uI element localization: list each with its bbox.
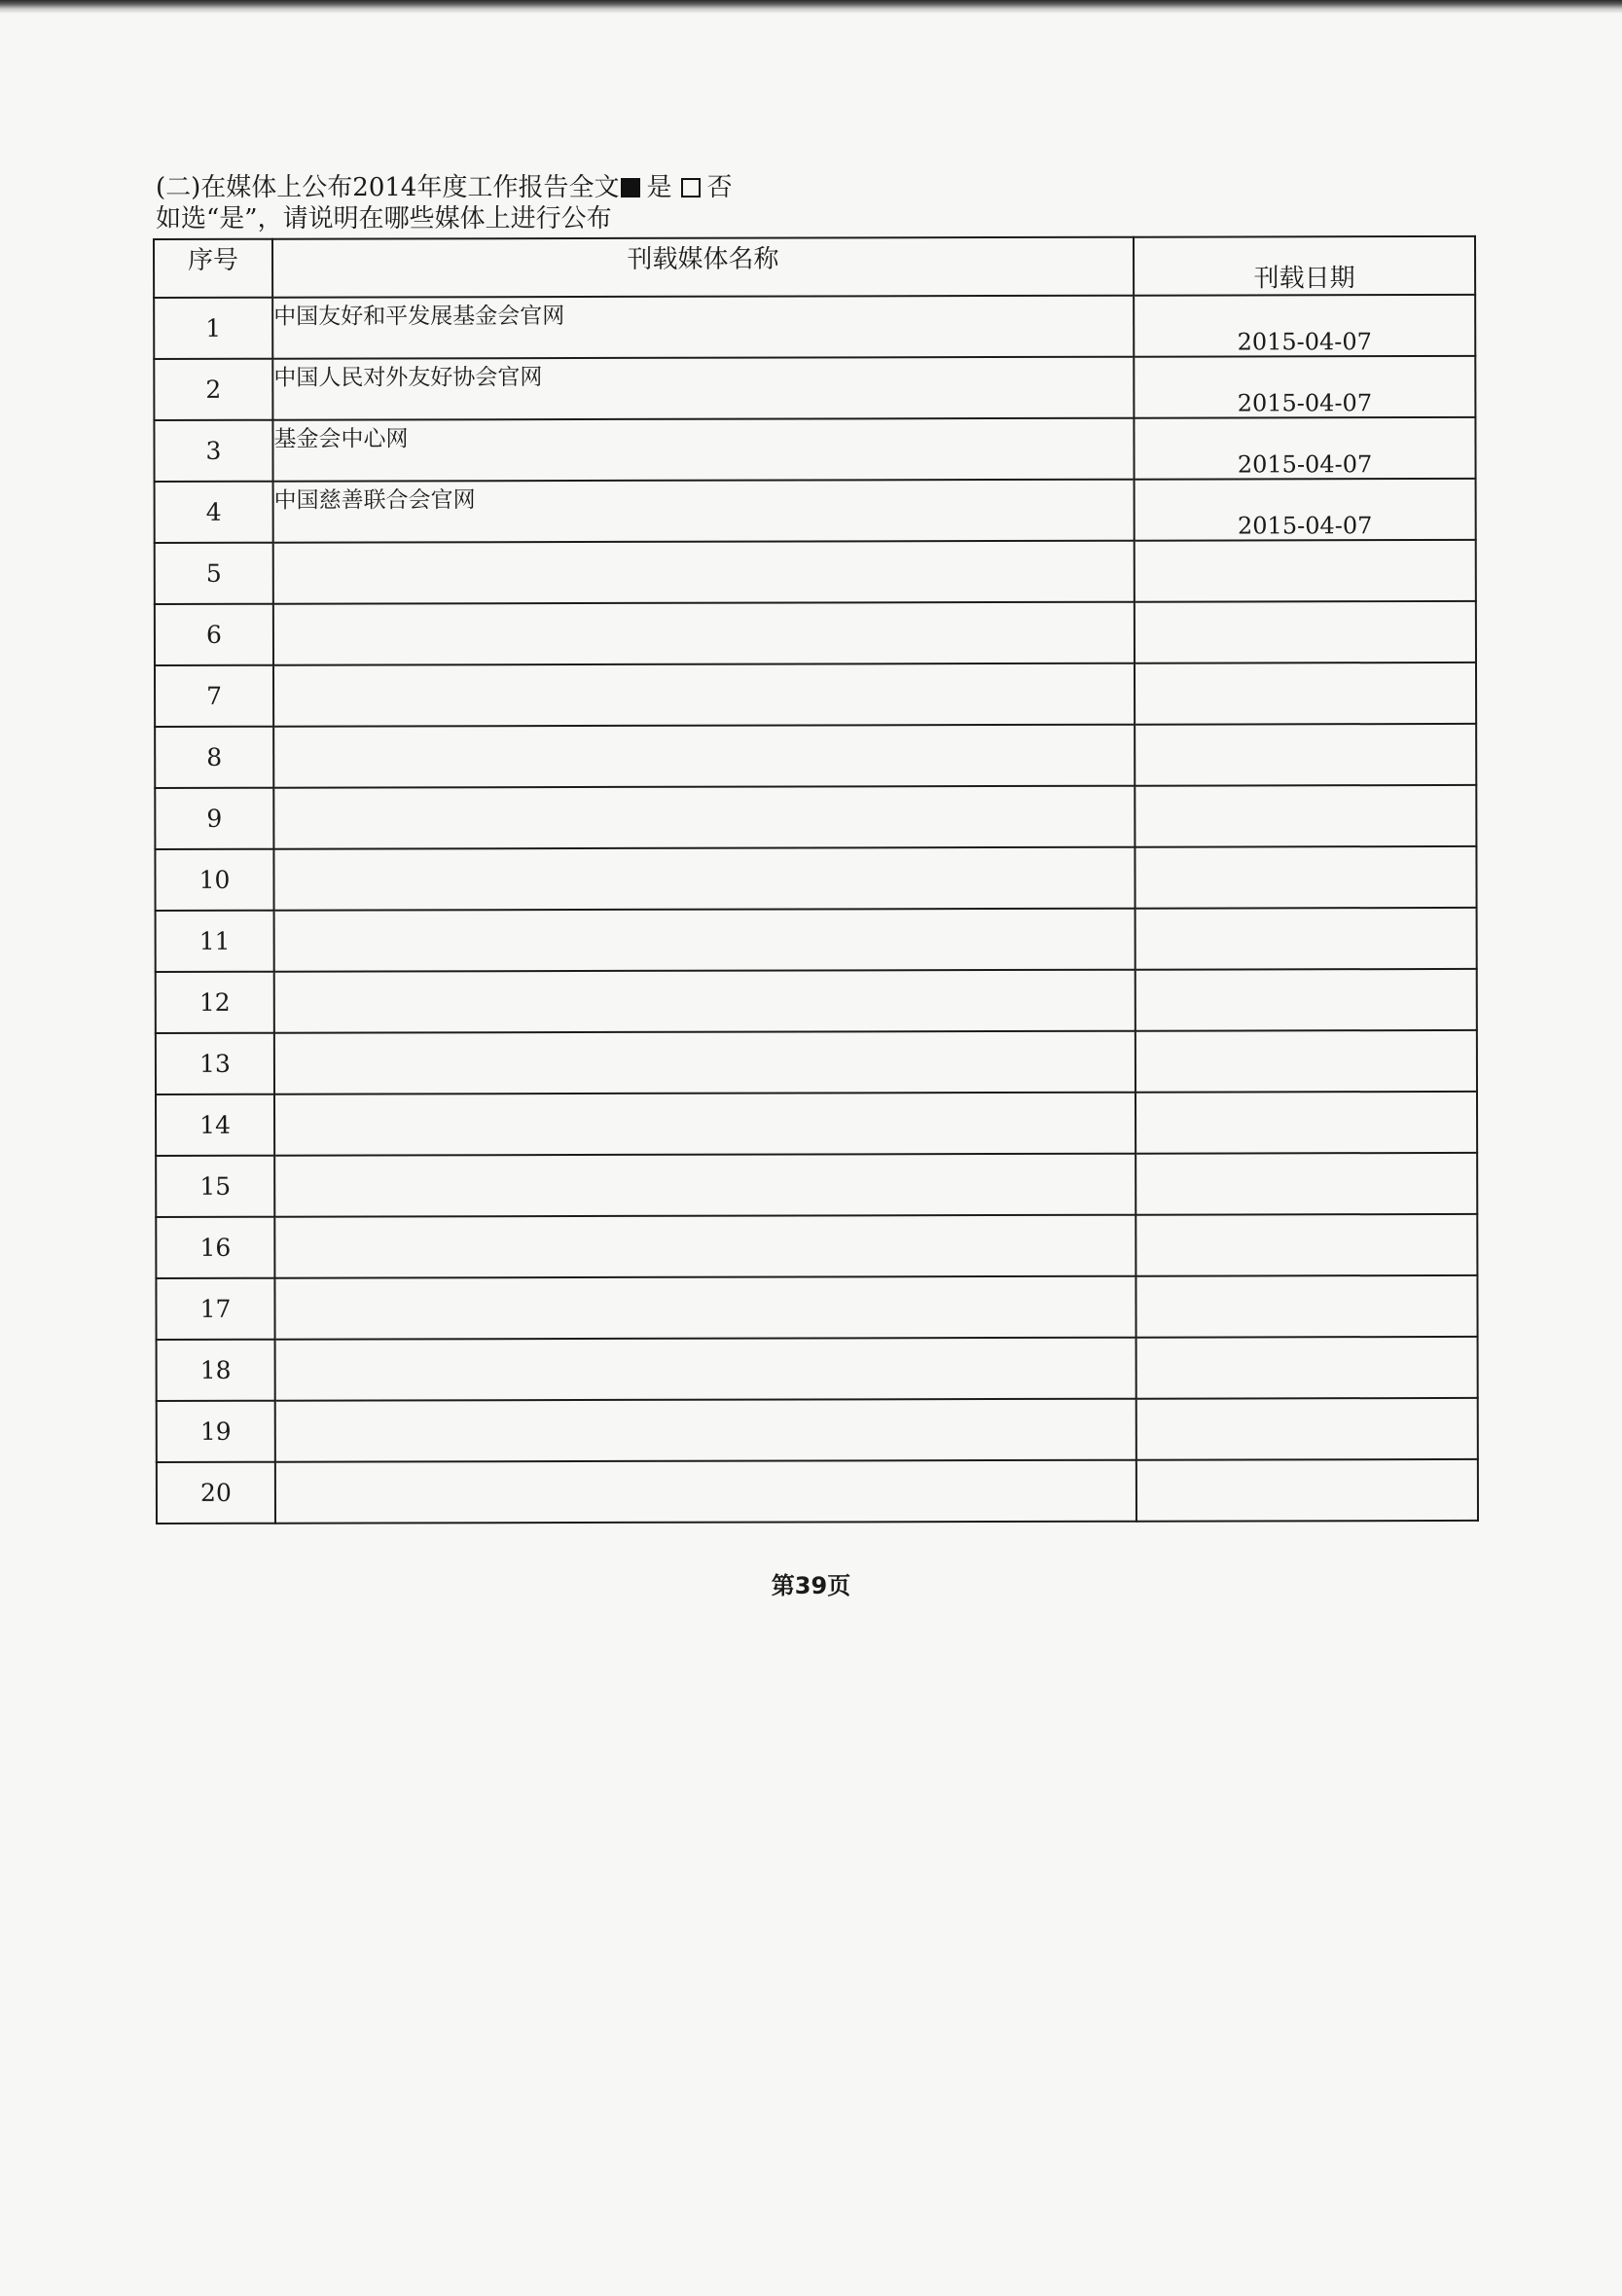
table-row xyxy=(157,1459,1478,1524)
media-name-cell xyxy=(273,541,1135,604)
date-cell xyxy=(1136,1337,1478,1399)
table-row xyxy=(155,724,1476,788)
row-number: 10 xyxy=(155,849,273,911)
row-number: 2 xyxy=(154,359,272,420)
row-number: 4 xyxy=(155,482,273,543)
date-cell: 2015-04-07 xyxy=(1134,356,1475,418)
option-yes-label: 是 xyxy=(646,173,672,202)
media-name-cell xyxy=(273,847,1135,911)
media-name-cell xyxy=(274,1276,1135,1340)
header-no: 序号 xyxy=(154,239,272,298)
row-number: 7 xyxy=(155,665,273,727)
row-number: 1 xyxy=(154,298,272,359)
table-row xyxy=(155,540,1476,604)
date-cell xyxy=(1135,1030,1477,1093)
media-name-cell xyxy=(273,602,1135,665)
media-name-cell xyxy=(273,786,1135,849)
date-cell xyxy=(1135,540,1476,602)
table-row xyxy=(156,969,1477,1033)
date-cell xyxy=(1135,785,1476,847)
scan-edge xyxy=(0,0,1622,14)
row-number: 11 xyxy=(156,911,274,972)
date-cell xyxy=(1135,663,1476,725)
media-name-cell xyxy=(274,909,1135,972)
table-body xyxy=(154,295,1478,1524)
row-number: 19 xyxy=(157,1401,275,1462)
section-heading xyxy=(156,173,733,202)
date-cell: 2015-04-07 xyxy=(1134,417,1475,480)
table-row xyxy=(156,1030,1477,1094)
page-number: 第39页 xyxy=(771,1572,851,1599)
table-row xyxy=(156,1092,1477,1156)
media-name-cell: 中国人民对外友好协会官网 xyxy=(272,357,1134,420)
date-cell xyxy=(1135,1214,1477,1276)
media-name-cell xyxy=(275,1338,1136,1401)
row-number: 12 xyxy=(156,972,274,1033)
table-row xyxy=(156,1275,1477,1340)
row-number: 6 xyxy=(155,604,273,665)
table-row xyxy=(154,356,1475,420)
media-name-cell xyxy=(274,1215,1135,1278)
header-date: 刊载日期 xyxy=(1134,236,1475,296)
media-name-cell: 中国慈善联合会官网 xyxy=(273,480,1135,543)
row-number: 17 xyxy=(156,1278,274,1340)
table-row xyxy=(155,846,1476,911)
row-number: 3 xyxy=(154,420,272,482)
empty-square-icon xyxy=(681,178,701,197)
filled-square-icon xyxy=(621,178,640,197)
date-cell: 2015-04-07 xyxy=(1134,295,1475,357)
date-cell xyxy=(1136,1398,1478,1460)
media-name-cell: 中国友好和平发展基金会官网 xyxy=(272,296,1134,359)
option-no-label: 否 xyxy=(706,173,733,202)
row-number: 5 xyxy=(155,543,273,604)
table-header-row xyxy=(154,236,1475,298)
media-name-cell xyxy=(275,1399,1136,1462)
section-heading-text: (二)在媒体上公布2014年度工作报告全文 xyxy=(156,173,620,202)
table-row xyxy=(156,1214,1477,1278)
date-cell xyxy=(1135,601,1476,664)
row-number: 15 xyxy=(156,1156,274,1217)
date-cell: 2015-04-07 xyxy=(1135,479,1476,541)
date-cell xyxy=(1135,1153,1477,1215)
row-number: 16 xyxy=(156,1217,274,1278)
table-row xyxy=(155,663,1476,727)
date-cell xyxy=(1136,1459,1478,1522)
header-media-name: 刊载媒体名称 xyxy=(272,237,1134,298)
row-number: 13 xyxy=(156,1033,274,1094)
table-row xyxy=(157,1398,1478,1462)
row-number: 9 xyxy=(155,788,273,849)
table-row xyxy=(157,1337,1478,1401)
date-cell xyxy=(1135,969,1477,1031)
media-name-cell xyxy=(273,725,1135,788)
date-cell xyxy=(1135,724,1476,786)
media-name-cell xyxy=(275,1460,1136,1524)
media-name-cell xyxy=(273,664,1135,727)
media-name-cell xyxy=(274,1031,1135,1094)
row-number: 8 xyxy=(155,727,273,788)
row-number: 14 xyxy=(156,1094,274,1156)
media-name-cell xyxy=(274,1154,1135,1217)
media-name-cell: 基金会中心网 xyxy=(272,418,1134,482)
row-number: 20 xyxy=(157,1462,275,1524)
media-name-cell xyxy=(274,1093,1135,1156)
date-cell xyxy=(1135,908,1477,970)
table-row xyxy=(154,417,1475,482)
table-row xyxy=(156,908,1477,972)
media-table xyxy=(153,235,1479,1525)
table-row xyxy=(154,295,1475,359)
table-row xyxy=(156,1153,1477,1217)
date-cell xyxy=(1135,1092,1477,1154)
date-cell xyxy=(1135,1275,1477,1338)
date-cell xyxy=(1135,846,1476,909)
table-row xyxy=(155,479,1476,543)
table-row xyxy=(155,601,1476,665)
media-name-cell xyxy=(274,970,1135,1033)
section-instruction: 如选“是”，请说明在哪些媒体上进行公布 xyxy=(156,204,612,233)
table-row xyxy=(155,785,1476,849)
row-number: 18 xyxy=(157,1340,275,1401)
